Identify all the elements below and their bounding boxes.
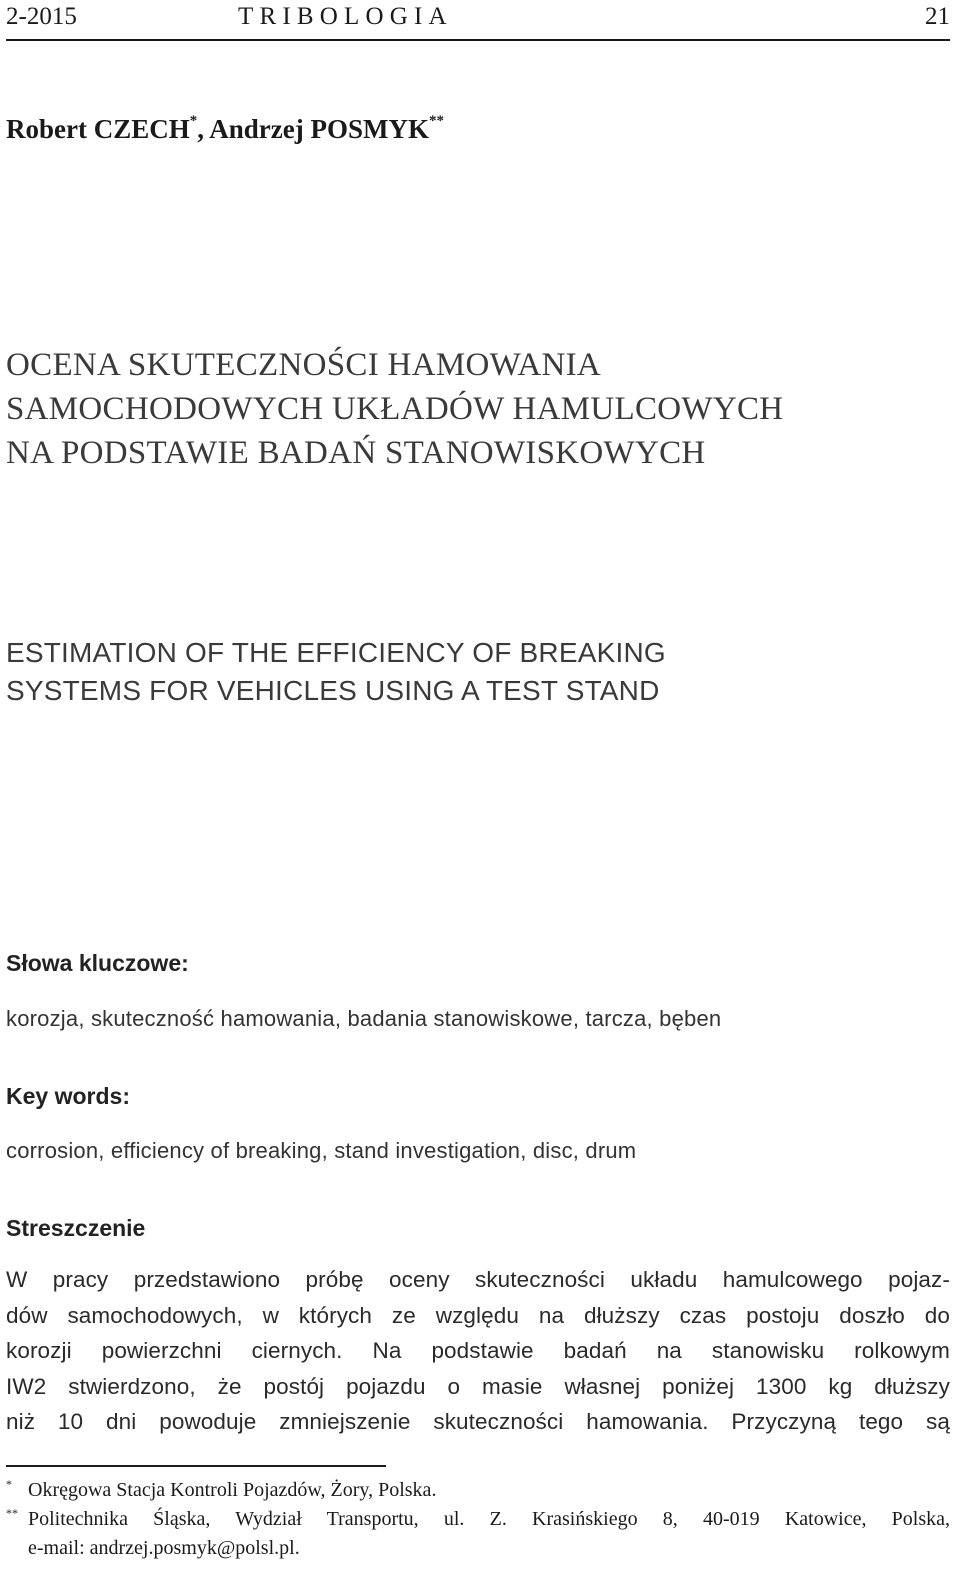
title-line: SYSTEMS FOR VEHICLES USING A TEST STAND — [6, 675, 660, 706]
footnote-mark: * — [6, 1477, 12, 1491]
footnote-email: e-mail: andrzej.posmyk@polsl.pl. — [28, 1537, 300, 1559]
title-english — [6, 634, 666, 710]
footnote-text: Okręgowa Stacja Kontroli Pojazdów, Żory, Polska. — [28, 1479, 437, 1501]
title-line: ESTIMATION OF THE EFFICIENCY OF BREAKING — [6, 637, 666, 668]
title-line: OCENA SKUTECZNOŚCI HAMOWANIA — [6, 347, 602, 383]
footnote-mark: ** — [6, 1506, 18, 1520]
abstract-line: niż 10 dni powoduje zmniejszenie skuteczności hamowania. Przyczyną tego są — [6, 1409, 950, 1434]
keywords-english-text: corrosion, efficiency of breaking, stand investigation, disc, drum — [6, 1138, 637, 1163]
abstract-body — [6, 1262, 950, 1440]
footnote — [6, 1534, 300, 1562]
authors-line — [6, 111, 444, 152]
header-rule — [6, 39, 950, 41]
footnote — [6, 1505, 950, 1535]
abstract-line: dów samochodowych, w których ze względu na dłuższy czas postoju doszło do — [6, 1302, 950, 1328]
keywords-english-heading: Key words: — [6, 1083, 130, 1109]
author-separator: , — [197, 114, 210, 144]
keywords-polish-text: korozja, skuteczność hamowania, badania stanowiskowe, tarcza, bęben — [6, 1006, 722, 1031]
page-number: 21 — [925, 3, 950, 30]
footnote-text: Politechnika Śląska, Wydział Transportu, ul. Z. Krasińskiego 8, 40-019 Katowice, Polska, — [28, 1508, 950, 1530]
author-footnote-mark: * — [189, 113, 198, 129]
abstract-line: W pracy przedstawiono próbę oceny skuteczności układu hamulcowego pojaz- — [6, 1267, 950, 1292]
abstract-line: IW2 stwierdzono, że postój pojazdu o masie własnej poniżej 1300 kg dłuższy — [6, 1373, 950, 1399]
title-polish — [6, 343, 783, 475]
footnote-rule — [6, 1465, 386, 1467]
title-line: NA PODSTAWIE BADAŃ STANOWISKOWYCH — [6, 435, 706, 471]
keywords-polish-heading: Słowa kluczowe: — [6, 950, 189, 976]
abstract-heading: Streszczenie — [6, 1215, 146, 1241]
footnote — [6, 1476, 436, 1506]
author-name: Andrzej POSMYK — [209, 114, 429, 144]
title-line: SAMOCHODOWYCH UKŁADÓW HAMULCOWYCH — [6, 391, 784, 427]
issue-label: 2-2015 — [6, 3, 77, 30]
abstract-line: korozji powierzchni ciernych. Na podstawie badań na stanowisku rolkowym — [6, 1338, 950, 1363]
journal-name: TRIBOLOGIA — [238, 3, 453, 30]
author-footnote-mark: ** — [428, 113, 444, 129]
author-name: Robert CZECH — [6, 114, 190, 144]
